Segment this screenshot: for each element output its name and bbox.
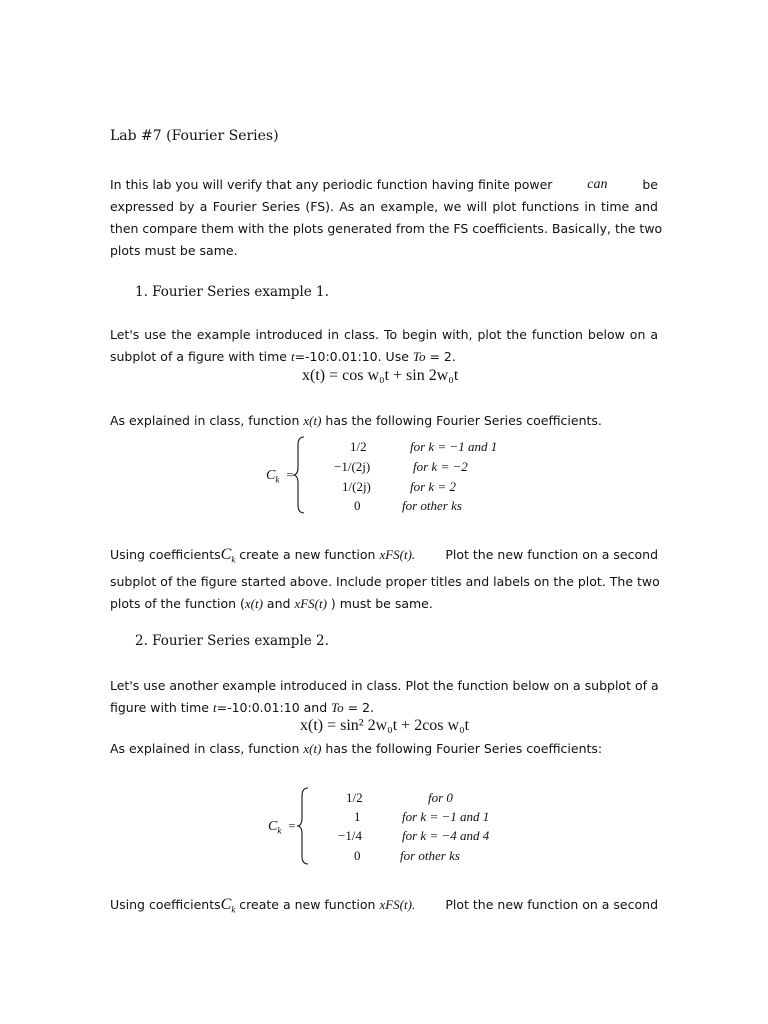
s1-p3-line-3 — [110, 593, 658, 615]
s1-coef-brace — [292, 435, 308, 515]
s1-p3-text-a: Using coefficients — [110, 547, 221, 562]
section-2-paragraph-2 — [110, 741, 602, 757]
s1-p3-l3-b: ) must be same. — [330, 595, 433, 611]
intro-line-1 — [110, 174, 658, 196]
s2-p3-c-sub: k — [231, 904, 236, 915]
s2-cond-3-text: for k = −4 and 4 — [402, 828, 490, 843]
s1-p1-line-2 — [110, 346, 658, 368]
s1-p3-lead — [110, 544, 415, 571]
s1-p3-l3-xfs: xFS(t) — [294, 595, 327, 611]
s1-p3-text-b: create a new function — [239, 547, 376, 562]
s1-to-var: To — [412, 349, 426, 364]
intro-paragraph — [110, 174, 663, 262]
s2-p2-func: x(t) — [303, 741, 322, 756]
intro-line-3: then compare them with the plots generated from the FS coefficients. Basically, the two — [110, 221, 663, 236]
s2-c-sub: k — [277, 825, 282, 836]
intro-emphasis: can — [587, 177, 608, 192]
s1-cond-1-text: for k = −1 and 1 — [410, 439, 498, 454]
s1-p3-line-2: subplot of the figure started above. Include proper titles and labels on the plot. The two — [110, 573, 660, 589]
s1-cond-4-text: for other ks — [402, 498, 462, 513]
s2-coef-brace — [296, 786, 312, 866]
s2-p1-text-c: = 2. — [347, 700, 375, 715]
intro-text: In this lab you will verify that any periodic function having finite power — [110, 177, 553, 192]
s1-p3-l3-and: and — [266, 595, 291, 611]
s2-cond-4-text: for other ks — [400, 848, 460, 863]
s1-p3-l3-a: plots of the function ( — [110, 595, 245, 611]
section-2-heading: 2. Fourier Series example 2. — [135, 633, 329, 649]
s1-coef-cond-3 — [410, 479, 456, 495]
page-title: Lab #7 (Fourier Series) — [110, 128, 279, 144]
s2-p1-line-2 — [110, 697, 658, 719]
s2-coef-label — [268, 818, 295, 836]
s1-p3-text-c: Plot the new function on a second — [445, 547, 658, 562]
s1-coef-value-3: 1/(2j) — [342, 479, 371, 494]
s1-p1-line-1: Let's use the example introduced in class. To begin with, plot the function below on a — [110, 327, 658, 342]
s1-p3-func: xFS(t). — [379, 547, 416, 562]
s1-time-var: t — [290, 349, 295, 364]
s2-coef-value-3: −1/4 — [338, 828, 362, 843]
intro-line-4: plots must be same. — [110, 243, 238, 258]
s2-cond-1-text: for 0 — [428, 790, 453, 805]
s1-p2-text-b: has the following Fourier Series coefficients. — [325, 413, 602, 428]
intro-line-2: expressed by a Fourier Series (FS). As an example, we will plot functions in time and — [110, 199, 658, 214]
s1-p3-c-symbol: C — [220, 546, 232, 563]
section-2-paragraph-3 — [110, 894, 658, 921]
s2-c-eq: = — [288, 819, 296, 833]
s2-coef-value-1: 1/2 — [346, 790, 363, 805]
section-1-equation: x(t) = cos w₀t + sin 2w₀t — [302, 367, 459, 384]
s1-coef-cond-2 — [413, 459, 468, 475]
s2-coef-cond-2 — [402, 809, 489, 825]
intro-text-end: be — [642, 177, 658, 192]
s2-p2-text-a: As explained in class, function — [110, 741, 300, 756]
s1-p1-text-c: = 2. — [429, 349, 456, 364]
s1-p3-c-sub: k — [231, 554, 236, 565]
section-1-paragraph-3 — [110, 544, 658, 615]
s2-coef-cond-4 — [400, 848, 460, 864]
s2-p3-line-1 — [110, 894, 658, 921]
s1-c-sub: k — [275, 474, 280, 485]
s1-coef-label — [266, 467, 293, 485]
s2-p3-text-a: Using coefficients — [110, 897, 221, 912]
s1-cond-2-text: for k = −2 — [413, 459, 468, 474]
s2-coef-value-4: 0 — [354, 848, 361, 863]
s2-p3-text-c: Plot the new function on a second — [445, 897, 658, 912]
s2-p3-text-b: create a new function — [239, 897, 376, 912]
s1-coef-value-4: 0 — [354, 498, 361, 513]
s2-p3-c-symbol: C — [220, 896, 232, 913]
s2-p3-func: xFS(t). — [379, 897, 416, 912]
section-1-paragraph-2 — [110, 413, 602, 429]
s1-p2-text-a: As explained in class, function — [110, 413, 300, 428]
section-2-equation: x(t) = sin² 2w₀t + 2cos w₀t — [300, 717, 470, 734]
section-2-paragraph-1 — [110, 675, 658, 719]
s1-coef-value-1: 1/2 — [350, 439, 367, 454]
s2-coef-cond-3 — [402, 828, 489, 844]
s2-p2-text-b: has the following Fourier Series coefficients: — [325, 741, 603, 756]
s1-p3-l3-x: x(t) — [244, 595, 263, 611]
section-1-paragraph-1 — [110, 324, 658, 368]
s1-p1-text-a: subplot of a figure with time — [110, 349, 287, 364]
s1-p2-func: x(t) — [303, 413, 322, 428]
s2-coef-value-2: 1 — [354, 809, 361, 824]
s1-coef-cond-1 — [410, 439, 497, 455]
s2-p1-text-b: =-10:0.01:10 and — [216, 700, 328, 715]
s1-p3-line-1 — [110, 544, 658, 571]
s2-cond-2-text: for k = −1 and 1 — [402, 809, 490, 824]
s1-c-eq: = — [286, 468, 294, 482]
s2-to-var: To — [331, 700, 344, 715]
s1-coef-value-2: −1/(2j) — [334, 459, 371, 474]
s2-p1-line-1: Let's use another example introduced in class. Plot the function below on a subplot of a — [110, 678, 659, 693]
s2-p3-lead — [110, 894, 415, 921]
s1-cond-3-text: for k = 2 — [410, 479, 456, 494]
s1-c-symbol: C — [266, 468, 276, 483]
s1-coef-cond-4 — [402, 498, 462, 514]
section-1-heading: 1. Fourier Series example 1. — [135, 284, 329, 300]
s1-p1-text-b: =-10:0.01:10. Use — [294, 349, 409, 364]
s2-coef-cond-1 — [428, 790, 453, 806]
s2-c-symbol: C — [268, 819, 278, 834]
s2-time-var: t — [212, 700, 217, 715]
s2-p1-text-a: figure with time — [110, 700, 209, 715]
